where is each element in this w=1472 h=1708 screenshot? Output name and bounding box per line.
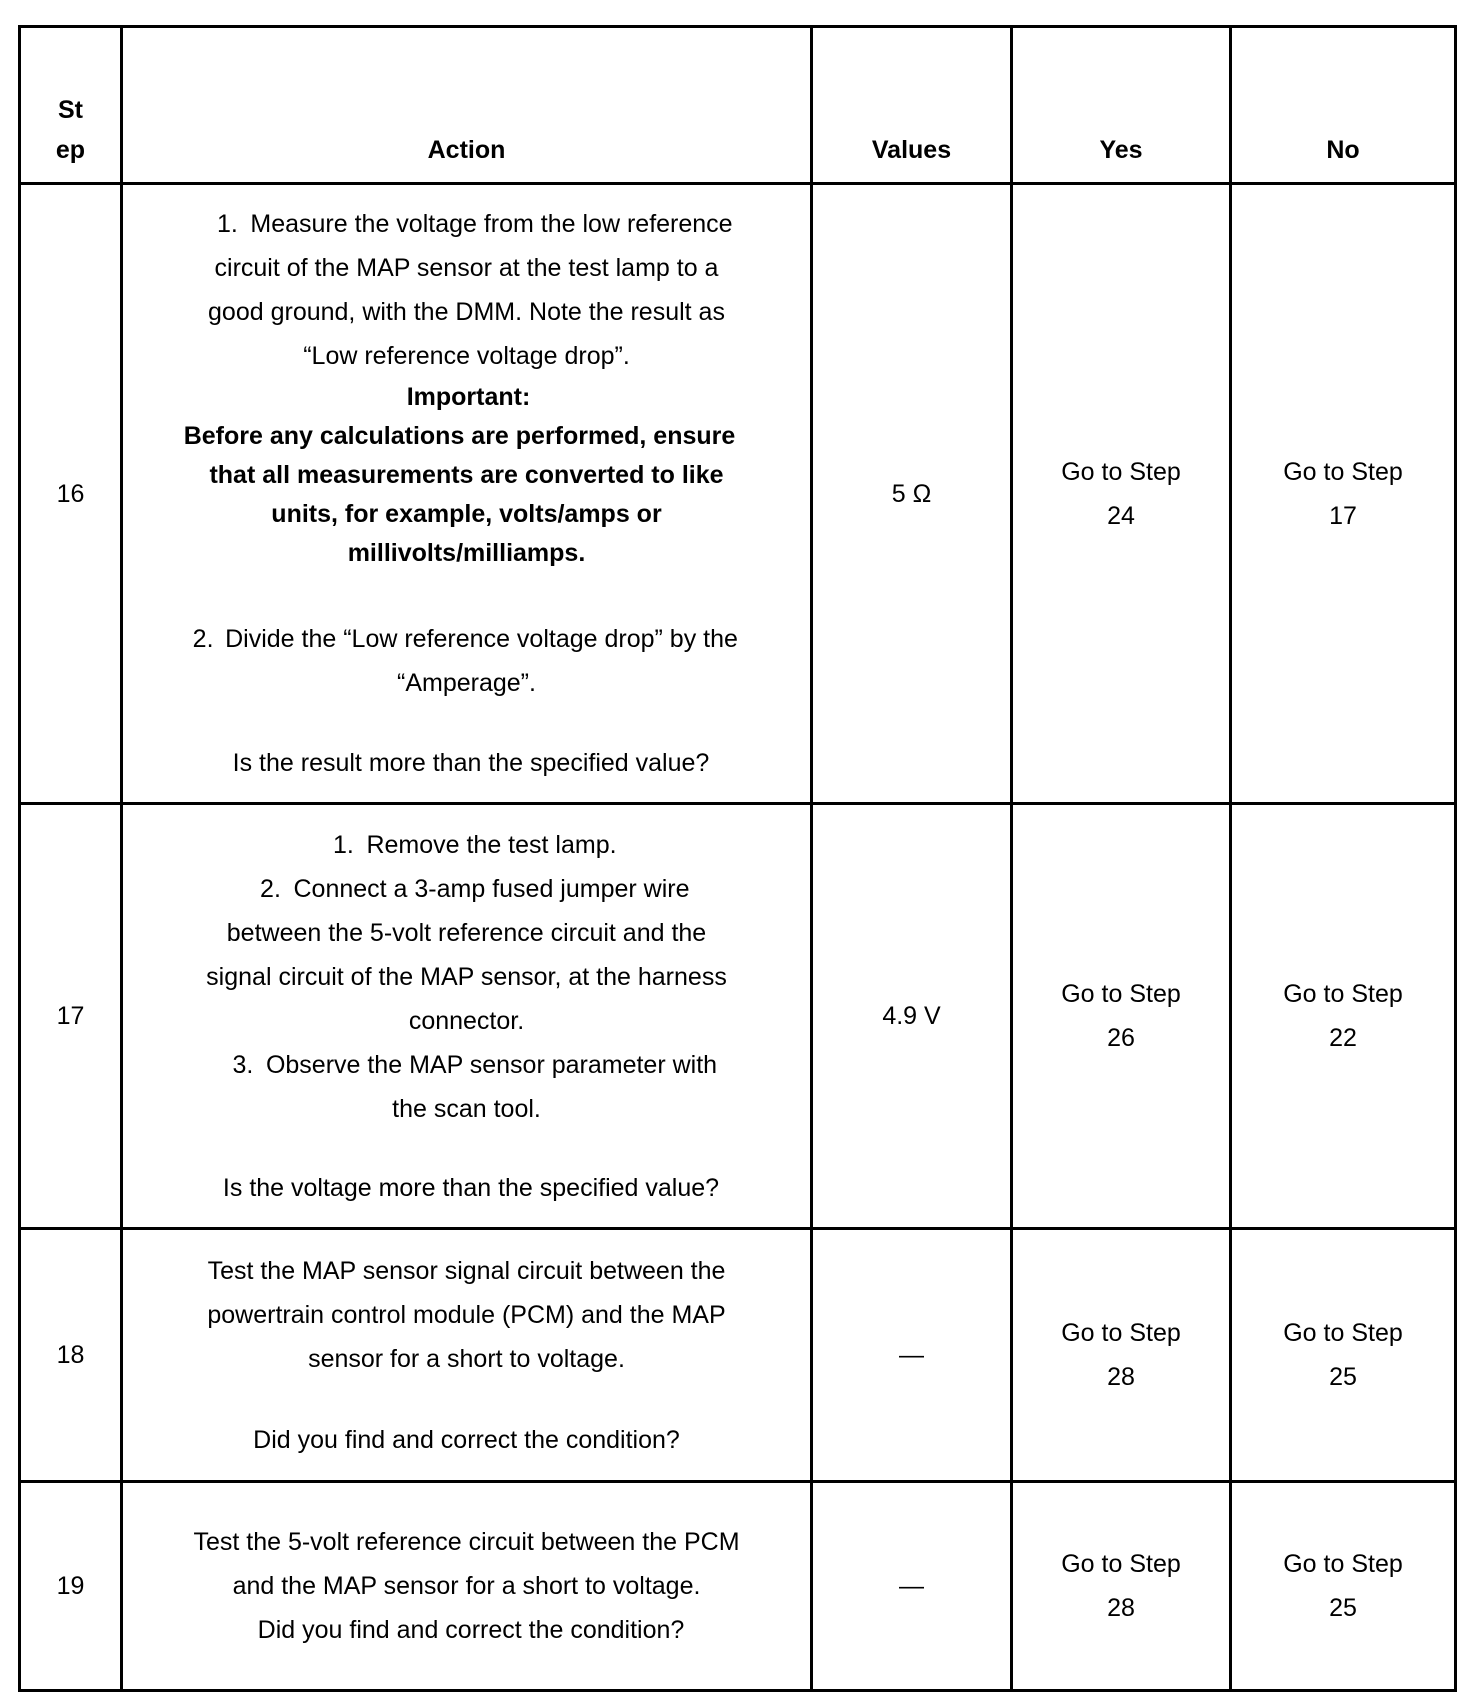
no-step: 25 — [1329, 1363, 1357, 1391]
important-title: Important: — [406, 383, 531, 411]
yes-step: 26 — [1107, 1024, 1135, 1052]
header-yes: Yes — [1012, 27, 1231, 184]
item-number: 1. — [333, 830, 354, 859]
step-number: 16 — [20, 184, 122, 804]
no-step: 25 — [1329, 1594, 1357, 1622]
action-text: and the MAP sensor for a short to voltage. — [232, 1572, 701, 1600]
action-text: Observe the MAP sensor parameter with — [265, 1050, 718, 1079]
table-header-row — [20, 27, 1456, 184]
action-text: circuit of the MAP sensor at the test lamp to a — [214, 254, 719, 282]
header-step — [20, 27, 122, 184]
yes-label: Go to Step — [1061, 980, 1181, 1008]
table-row — [20, 804, 1456, 1229]
no-cell — [1231, 804, 1456, 1229]
step-number: 19 — [20, 1482, 122, 1691]
action-text: sensor for a short to voltage. — [308, 1344, 625, 1373]
action-cell — [122, 1229, 812, 1482]
action-text: the scan tool. — [392, 1094, 541, 1123]
no-cell — [1231, 184, 1456, 804]
value-cell: 5 Ω — [812, 184, 1012, 804]
header-action: Action — [122, 27, 812, 184]
spacer — [123, 1131, 810, 1166]
action-text: Test the MAP sensor signal circuit between the — [207, 1256, 726, 1285]
value-cell: — — [812, 1229, 1012, 1482]
spacer — [123, 705, 810, 741]
action-item — [123, 1043, 810, 1087]
action-text: “Low reference voltage drop”. — [303, 342, 630, 370]
action-text: good ground, with the DMM. Note the result as — [208, 298, 725, 326]
no-label: Go to Step — [1283, 1319, 1403, 1347]
action-text: powertrain control module (PCM) and the MAP — [207, 1300, 726, 1329]
action-text: signal circuit of the MAP sensor, at the harness — [206, 962, 727, 991]
action-text: Divide the “Low reference voltage drop” by the — [225, 625, 738, 653]
action-text: Remove the test lamp. — [366, 830, 617, 859]
action-question: Did you find and correct the condition? — [253, 1425, 680, 1454]
important-text: Before any calculations are performed, ensure — [183, 422, 736, 450]
header-no: No — [1231, 27, 1456, 184]
action-cell — [122, 184, 812, 804]
action-item — [123, 867, 810, 911]
value-cell: 4.9 V — [812, 804, 1012, 1229]
diagnostic-table — [18, 25, 1457, 1692]
item-number: 1. — [216, 210, 238, 238]
no-label: Go to Step — [1283, 1550, 1403, 1578]
no-step: 17 — [1329, 501, 1357, 530]
action-text: between the 5-volt reference circuit and the — [226, 918, 707, 947]
action-text: Connect a 3-amp fused jumper wire — [293, 874, 690, 903]
action-text: Measure the voltage from the low reference — [250, 210, 733, 238]
yes-label: Go to Step — [1061, 457, 1181, 486]
yes-cell — [1012, 184, 1231, 804]
item-number: 3. — [232, 1050, 254, 1079]
action-text: connector. — [408, 1006, 525, 1035]
action-question: Did you find and correct the condition? — [257, 1616, 685, 1644]
header-values: Values — [812, 27, 1012, 184]
value-cell: — — [812, 1482, 1012, 1691]
action-item — [109, 617, 810, 661]
yes-cell — [1012, 804, 1231, 1229]
step-number: 17 — [20, 804, 122, 1229]
action-text: Test the 5-volt reference circuit between the PCM — [193, 1528, 740, 1556]
table-row — [20, 1482, 1456, 1691]
yes-step: 24 — [1107, 501, 1135, 530]
step-number: 18 — [20, 1229, 122, 1482]
yes-step: 28 — [1107, 1363, 1135, 1391]
item-number: 2. — [260, 874, 281, 903]
spacer — [123, 1381, 810, 1418]
yes-label: Go to Step — [1061, 1319, 1181, 1347]
item-number: 2. — [192, 625, 214, 653]
important-text: that all measurements are converted to like — [209, 461, 724, 489]
no-label: Go to Step — [1283, 457, 1403, 486]
action-item — [123, 823, 810, 867]
no-cell — [1231, 1482, 1456, 1691]
yes-cell — [1012, 1482, 1231, 1691]
important-text: units, for example, volts/amps or — [271, 500, 662, 528]
action-question: Is the voltage more than the specified value? — [222, 1173, 720, 1202]
table-row — [20, 1229, 1456, 1482]
action-item — [123, 202, 810, 246]
spacer — [123, 573, 810, 617]
yes-step: 28 — [1107, 1594, 1135, 1622]
yes-cell — [1012, 1229, 1231, 1482]
action-text: “Amperage”. — [397, 669, 536, 697]
action-question: Is the result more than the specified value? — [232, 749, 710, 777]
header-step-line2: ep — [55, 136, 86, 164]
no-step: 22 — [1329, 1024, 1357, 1052]
table-row — [20, 184, 1456, 804]
header-step-line1: St — [58, 96, 83, 124]
important-text: millivolts/milliamps. — [347, 539, 586, 567]
action-cell — [122, 1482, 812, 1691]
no-cell — [1231, 1229, 1456, 1482]
no-label: Go to Step — [1283, 980, 1403, 1008]
action-cell — [122, 804, 812, 1229]
yes-label: Go to Step — [1061, 1550, 1181, 1578]
